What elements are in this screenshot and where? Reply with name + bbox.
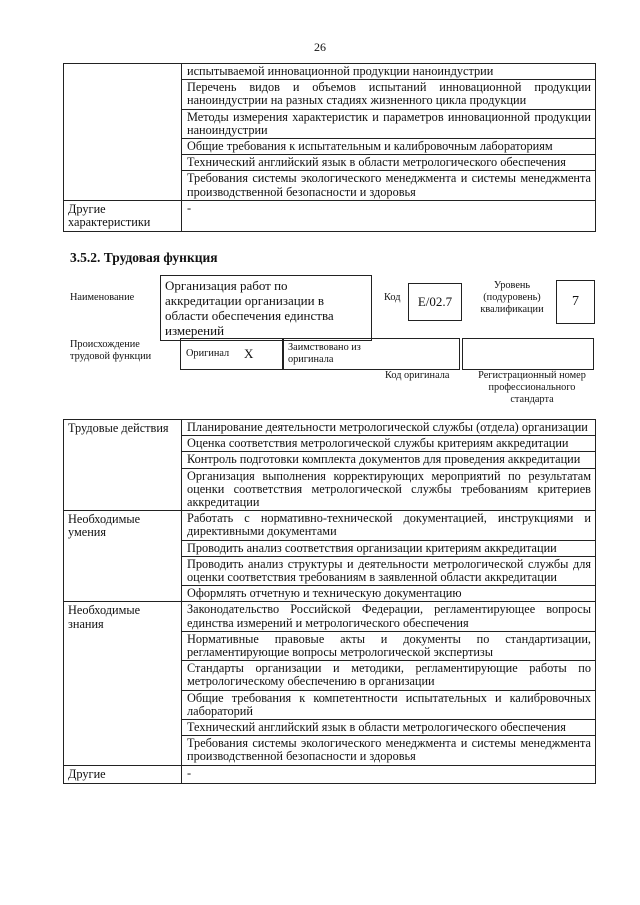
items-cell xyxy=(182,420,596,511)
list-item: Требования системы экологического менеджмента и системы менеджмента производственной безопасности и здоровья xyxy=(187,736,591,764)
items-cell xyxy=(182,602,596,765)
list-item: Проводить анализ соответствия организации критериям аккредитации xyxy=(182,541,595,557)
original-label: Оригинал xyxy=(186,348,230,359)
reg-number-box xyxy=(462,338,594,370)
level-value: 7 xyxy=(556,280,595,324)
reg-number-label: Регистрационный номер профессионального стандарта xyxy=(478,370,586,405)
list-item: - xyxy=(187,200,192,215)
row-label: Трудовые действия xyxy=(64,420,182,511)
items-cell xyxy=(182,200,596,231)
row-label xyxy=(64,64,182,201)
list-item: Оценка соответствия метрологической службы критериям аккредитации xyxy=(182,436,595,452)
original-box xyxy=(180,338,284,370)
code-label: Код xyxy=(384,292,401,303)
list-item: - xyxy=(187,765,192,780)
list-item: Оформлять отчетную и техническую документацию xyxy=(187,586,462,601)
row-label: Необходимые умения xyxy=(64,511,182,602)
code-original-label: Код оригинала xyxy=(385,370,450,381)
list-item: Стандарты организации и методики, регламентирующие работы по метрологическому обеспечению в организации xyxy=(182,661,595,690)
row-label: Другие характеристики xyxy=(64,200,182,231)
borrowed-box xyxy=(282,338,460,370)
list-item: Контроль подготовки комплекта документов для проведения аккредитации xyxy=(182,452,595,468)
code-value: E/02.7 xyxy=(408,283,462,321)
table-row xyxy=(64,200,596,231)
original-mark: X xyxy=(244,346,254,361)
origin-label: Происхождение трудовой функции xyxy=(70,339,152,362)
list-item: Технический английский язык в области метрологического обеспечения xyxy=(182,720,595,736)
list-item: Проводить анализ структуры и деятельности метрологической службы для оценки соответствия требованиям в заявленной области аккредитации xyxy=(182,557,595,586)
list-item: испытываемой инновационной продукции наноиндустрии xyxy=(182,64,595,80)
page-number: 26 xyxy=(314,40,326,54)
table-row xyxy=(64,64,596,201)
list-item: Технический английский язык в области метрологического обеспечения xyxy=(182,155,595,171)
list-item: Планирование деятельности метрологической службы (отдела) организации xyxy=(182,420,595,436)
items-cell xyxy=(182,64,596,201)
main-table xyxy=(63,419,596,784)
list-item: Общие требования к испытательным и калибровочным лабораториям xyxy=(182,139,595,155)
list-item: Нормативные правовые акты и документы по стандартизации, регламентирующие вопросы метрологической экспертизы xyxy=(182,632,595,661)
table-row xyxy=(64,420,596,511)
list-item: Организация выполнения корректирующих мероприятий по результатам оценки соответствия метрологической службы требованиям критериев аккредитации xyxy=(187,468,591,510)
section-title: 3.5.2. Трудовая функция xyxy=(70,250,218,265)
table-row xyxy=(64,511,596,602)
list-item: Перечень видов и объемов испытаний инновационной продукции наноиндустрии на разных стадиях жизненного цикла продукции xyxy=(182,80,595,109)
list-item: Работать с нормативно-технической документацией, инструкциями и директивными документами xyxy=(182,511,595,540)
name-label: Наименование xyxy=(70,292,135,303)
top-table xyxy=(63,63,596,232)
table-row xyxy=(64,602,596,765)
items-cell xyxy=(182,765,596,783)
list-item: Общие требования к компетентности испытательных и калибровочных лабораторий xyxy=(182,691,595,720)
list-item: Законодательство Российской Федерации, регламентирующее вопросы единства измерений и метрологического обеспечения xyxy=(182,602,595,631)
row-label: Необходимые знания xyxy=(64,602,182,765)
name-value: Организация работ по аккредитации организации в области обеспечения единства измерений xyxy=(160,275,372,341)
row-label: Другие xyxy=(64,765,182,783)
items-cell xyxy=(182,511,596,602)
level-label: Уровень (подуровень) квалификации xyxy=(480,280,544,315)
list-item: Требования системы экологического менеджмента и системы менеджмента производственной безопасности и здоровья xyxy=(187,171,591,199)
borrowed-label: Заимствовано из оригинала xyxy=(288,342,361,365)
table-row xyxy=(64,765,596,783)
list-item: Методы измерения характеристик и параметров инновационной продукции наноиндустрии xyxy=(182,110,595,139)
